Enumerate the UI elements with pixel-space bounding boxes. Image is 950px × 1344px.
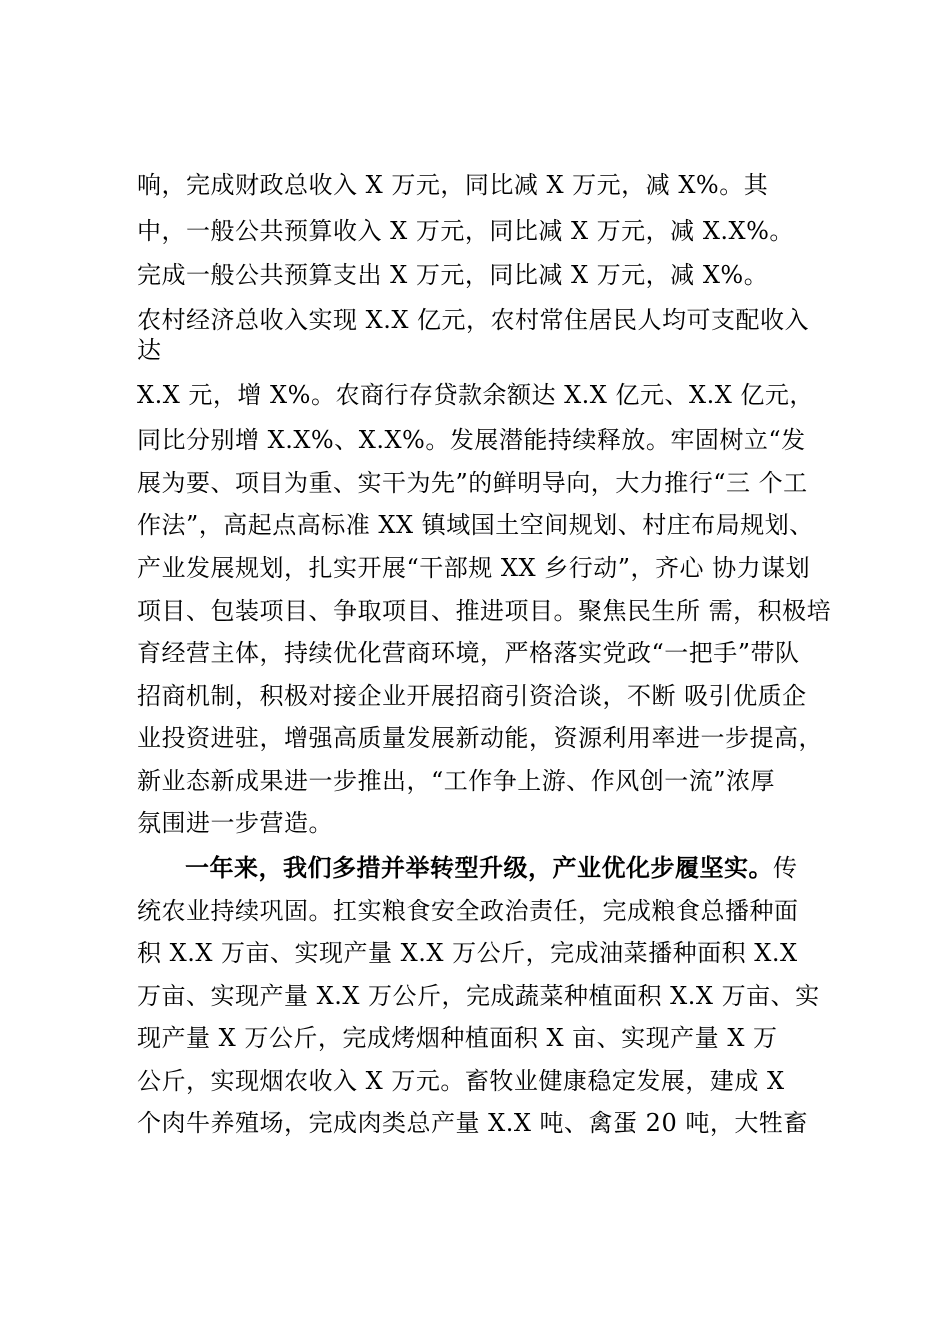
paragraph-line-5: 达 [137, 336, 162, 364]
paragraph-line-10: 产业发展规划，扎实开展“干部规 XX 乡行动”，齐心 协力谋划 [137, 554, 811, 582]
paragraph-line-4: 农村经济总收入实现 X.X 亿元，农村常住居民人均可支配收入 [137, 306, 810, 334]
paragraph-line-8: 展为要、项目为重、实干为先”的鲜明导向，大力推行“三 个工 [137, 469, 808, 497]
paragraph-2-line-4: 万亩、实现产量 X.X 万公斤，完成蔬菜种植面积 X.X 万亩、实 [137, 982, 820, 1010]
paragraph-2-lead-heading: 一年来，我们多措并举转型升级，产业优化步履坚实。 [185, 854, 773, 882]
paragraph-2-line-3: 积 X.X 万亩、实现产量 X.X 万公斤，完成油菜播种面积 X.X [137, 939, 798, 967]
paragraph-2-line-6: 公斤，实现烟农收入 X 万元。畜牧业健康稳定发展，建成 X [137, 1067, 785, 1095]
paragraph-line-16: 氛围进一步营造。 [137, 809, 333, 837]
paragraph-2-first-line [185, 853, 865, 883]
paragraph-line-9: 作法”，高起点高标准 XX 镇域国土空间规划、村庄布局规划、 [137, 511, 814, 539]
paragraph-line-14: 业投资进驻，增强高质量发展新动能，资源利用率进一步提高， [137, 724, 823, 752]
paragraph-line-13: 招商机制，积极对接企业开展招商引资洽谈，不断 吸引优质企 [137, 682, 807, 710]
paragraph-line-3: 完成一般公共预算支出 X 万元，同比减 X 万元，减 X%。 [137, 261, 769, 289]
paragraph-2-line-5: 现产量 X 万公斤，完成烤烟种植面积 X 亩、实现产量 X 万 [137, 1024, 778, 1052]
paragraph-line-12: 育经营主体，持续优化营商环境，严格落实党政“一把手”带队 [137, 639, 800, 667]
paragraph-2-line-2: 统农业持续巩固。扛实粮食安全政治责任，完成粮食总播种面 [137, 897, 799, 925]
paragraph-line-1: 响，完成财政总收入 X 万元，同比减 X 万元，减 X%。其 [137, 171, 769, 199]
paragraph-line-7: 同比分别增 X.X%、X.X%。发展潜能持续释放。牢固树立“发 [137, 426, 806, 454]
paragraph-line-2: 中，一般公共预算收入 X 万元，同比减 X 万元，减 X.X%。 [137, 217, 794, 245]
paragraph-2-first-line-rest: 传 [773, 854, 798, 882]
paragraph-line-6: X.X 元，增 X%。农商行存贷款余额达 X.X 亿元、X.X 亿元， [137, 381, 814, 409]
paragraph-line-11: 项目、包装项目、争取项目、推进项目。聚焦民生所 需，积极培 [137, 597, 832, 625]
paragraph-line-15: 新业态新成果进一步推出，“工作争上游、作风创一流”浓厚 [137, 767, 776, 795]
paragraph-2-line-7: 个肉牛养殖场，完成肉类总产量 X.X 吨、禽蛋 20 吨，大牲畜 [137, 1109, 808, 1137]
